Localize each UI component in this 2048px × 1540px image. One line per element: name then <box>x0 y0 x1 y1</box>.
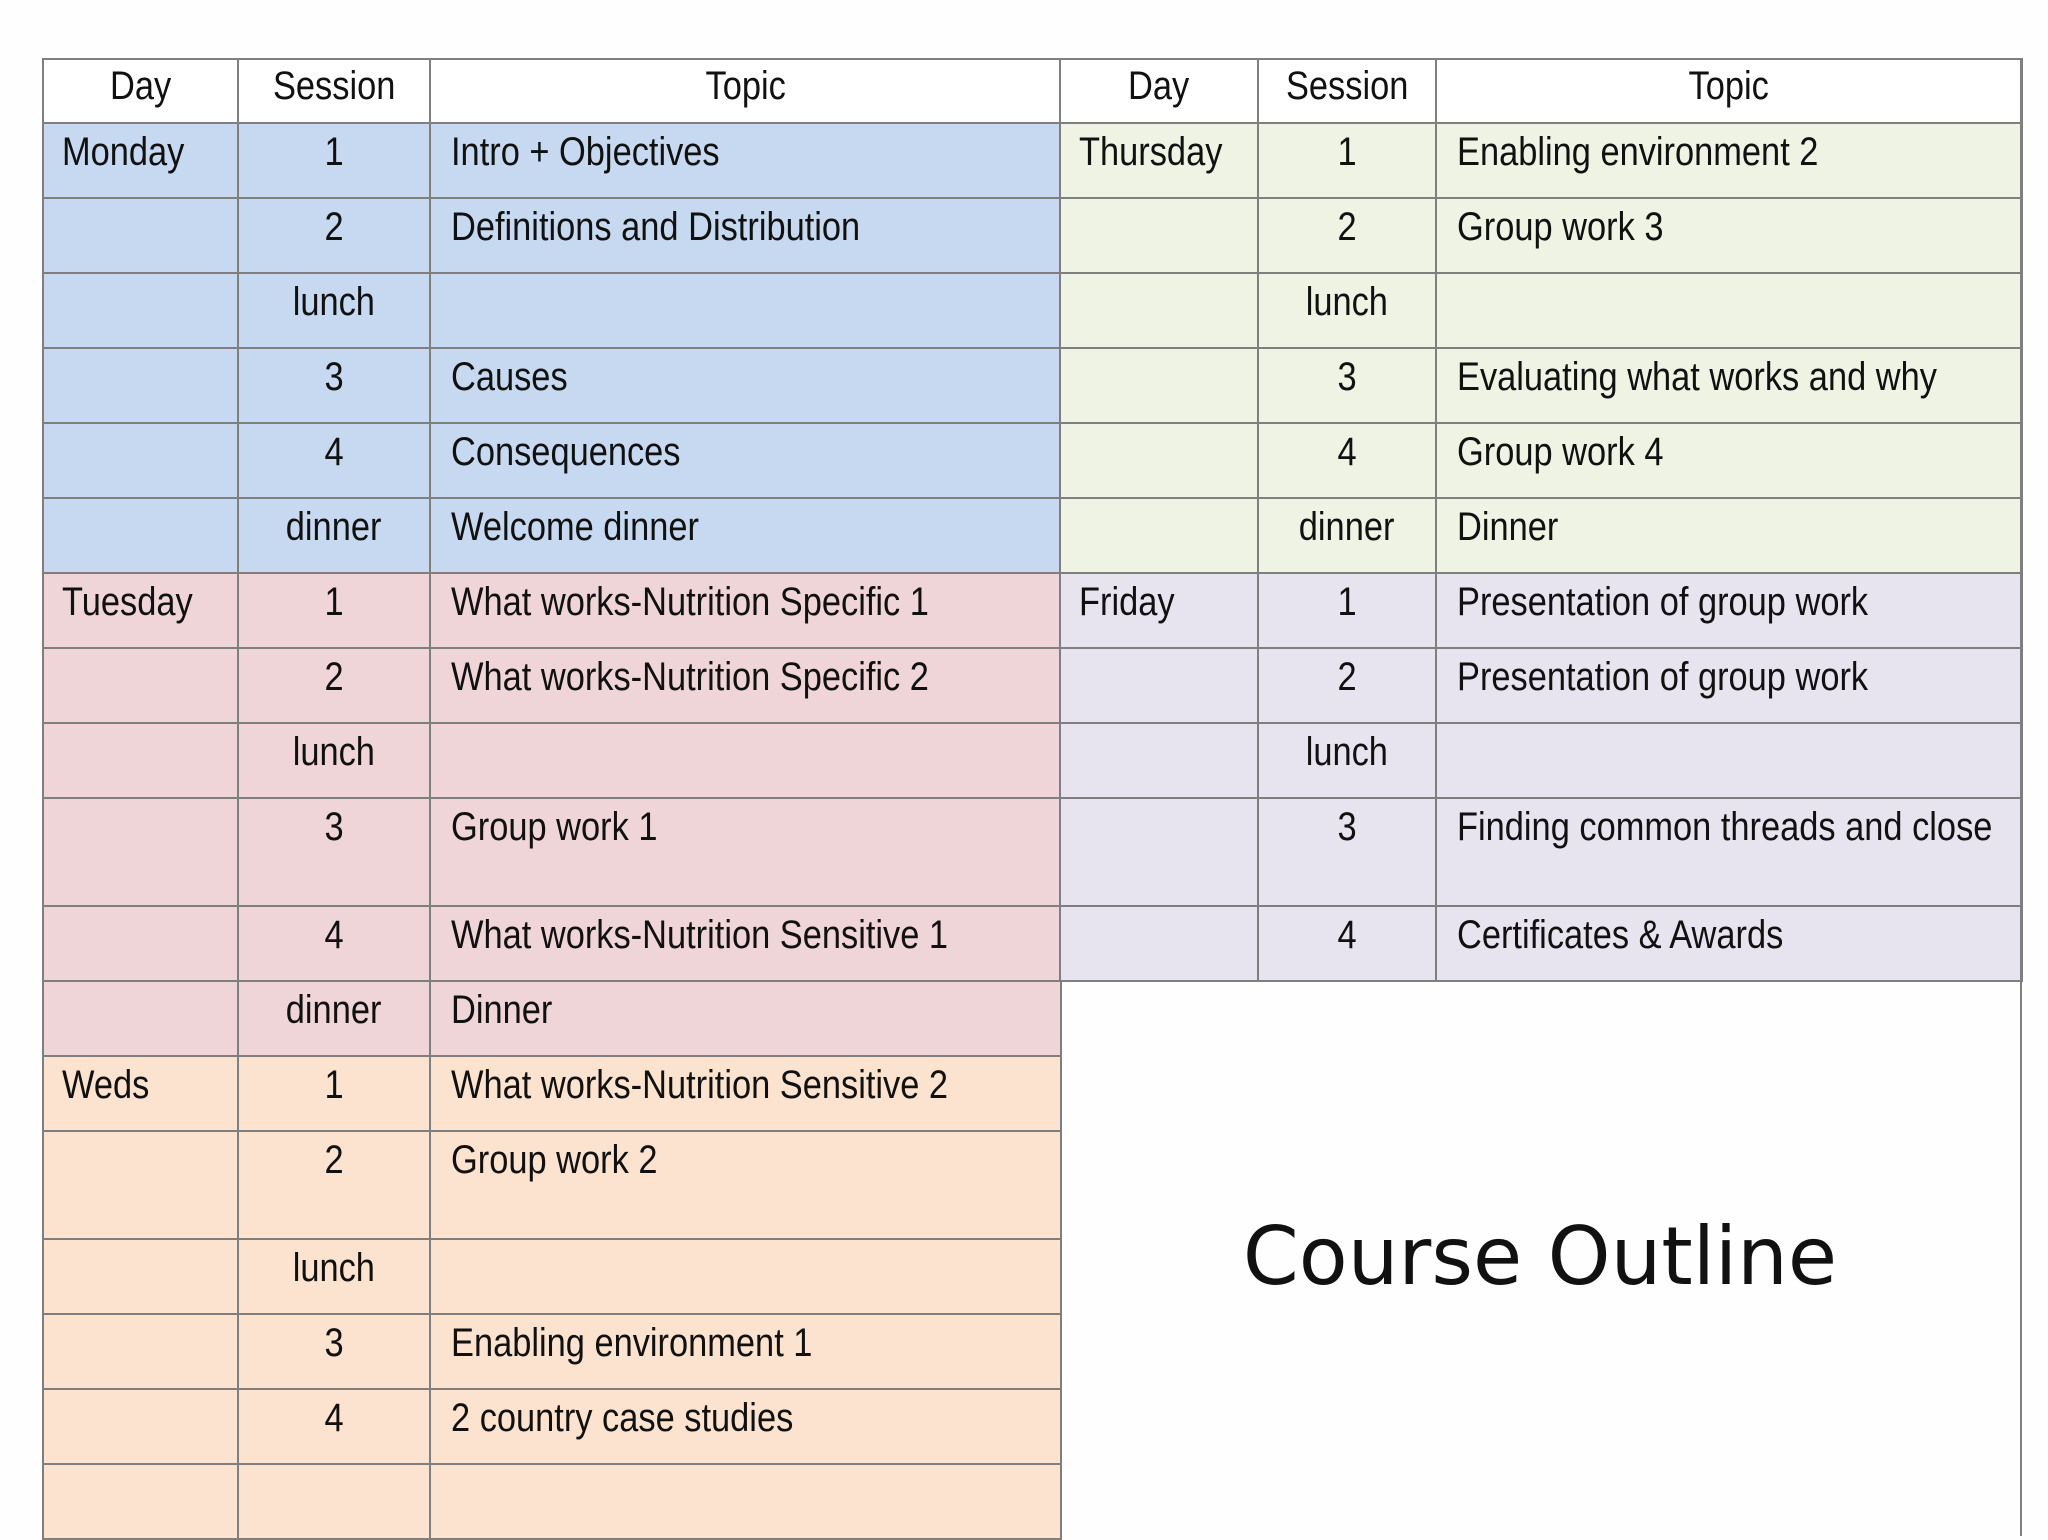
topic-cell: Enabling environment 1 <box>430 1314 1061 1389</box>
header-topic: Topic <box>430 59 1061 123</box>
session-cell: 2 <box>1258 648 1436 723</box>
table-row <box>43 273 1061 348</box>
session-cell: lunch <box>238 1239 430 1314</box>
table-row <box>43 198 1061 273</box>
session-cell: dinner <box>238 498 430 573</box>
topic-cell: Presentation of group work <box>1436 648 2022 723</box>
table-row <box>1060 348 2022 423</box>
session-cell: 2 <box>238 648 430 723</box>
day-cell: Friday <box>1060 573 1258 648</box>
table-row <box>43 498 1061 573</box>
session-cell: 3 <box>238 798 430 906</box>
day-cell: Tuesday <box>43 573 238 648</box>
session-cell: 2 <box>1258 198 1436 273</box>
day-cell <box>43 798 238 906</box>
topic-cell: Evaluating what works and why <box>1436 348 2022 423</box>
day-cell <box>1060 273 1258 348</box>
topic-cell: Definitions and Distribution <box>430 198 1061 273</box>
topic-cell: Enabling environment 2 <box>1436 123 2022 198</box>
table-row <box>1060 798 2022 906</box>
session-cell: lunch <box>238 723 430 798</box>
topic-cell: Group work 3 <box>1436 198 2022 273</box>
day-cell <box>43 423 238 498</box>
topic-cell: What works-Nutrition Sensitive 2 <box>430 1056 1061 1131</box>
day-cell <box>1060 723 1258 798</box>
schedule-table-left <box>42 58 1062 1540</box>
day-cell <box>43 648 238 723</box>
day-cell <box>1060 498 1258 573</box>
day-cell: Monday <box>43 123 238 198</box>
schedule-table-right <box>1059 58 2023 982</box>
topic-cell: Welcome dinner <box>430 498 1061 573</box>
session-cell: 3 <box>238 1314 430 1389</box>
topic-cell: Group work 4 <box>1436 423 2022 498</box>
day-cell <box>43 498 238 573</box>
table-row <box>43 1239 1061 1314</box>
table-row <box>1060 723 2022 798</box>
topic-cell: Group work 1 <box>430 798 1061 906</box>
day-cell <box>43 273 238 348</box>
day-cell <box>1060 348 1258 423</box>
header-session: Session <box>1258 59 1436 123</box>
topic-cell: Group work 2 <box>430 1131 1061 1239</box>
topic-cell: Dinner <box>1436 498 2022 573</box>
session-cell: 1 <box>1258 123 1436 198</box>
table-row <box>43 123 1061 198</box>
table-row <box>1060 423 2022 498</box>
topic-cell: Consequences <box>430 423 1061 498</box>
page-title: Course Outline <box>1242 1210 1838 1303</box>
topic-cell <box>430 723 1061 798</box>
topic-cell: What works-Nutrition Specific 2 <box>430 648 1061 723</box>
topic-cell: 2 country case studies <box>430 1389 1061 1464</box>
topic-cell <box>430 1464 1061 1539</box>
day-cell <box>1060 798 1258 906</box>
session-cell: 4 <box>1258 423 1436 498</box>
session-cell: 1 <box>238 1056 430 1131</box>
table-row <box>1060 123 2022 198</box>
topic-cell: Certificates & Awards <box>1436 906 2022 981</box>
table-row <box>1060 648 2022 723</box>
session-cell: 3 <box>238 348 430 423</box>
table-row <box>43 1314 1061 1389</box>
session-cell: 4 <box>238 423 430 498</box>
session-cell: 4 <box>238 906 430 981</box>
day-cell <box>43 723 238 798</box>
table-row <box>1060 498 2022 573</box>
table-border-right <box>2020 58 2022 1536</box>
table-row <box>43 981 1061 1056</box>
session-cell <box>238 1464 430 1539</box>
session-cell: 4 <box>1258 906 1436 981</box>
day-cell <box>43 1389 238 1464</box>
day-cell <box>1060 423 1258 498</box>
session-cell: 1 <box>238 573 430 648</box>
table-row <box>43 648 1061 723</box>
session-cell: dinner <box>1258 498 1436 573</box>
day-cell <box>43 1314 238 1389</box>
day-cell: Weds <box>43 1056 238 1131</box>
table-row <box>43 348 1061 423</box>
topic-cell: Presentation of group work <box>1436 573 2022 648</box>
table-row <box>1060 573 2022 648</box>
header-day: Day <box>1060 59 1258 123</box>
table-row <box>1060 906 2022 981</box>
table-row <box>43 1056 1061 1131</box>
topic-cell <box>1436 723 2022 798</box>
topic-cell: What works-Nutrition Specific 1 <box>430 573 1061 648</box>
session-cell: 2 <box>238 198 430 273</box>
session-cell: 2 <box>238 1131 430 1239</box>
table-row <box>43 1389 1061 1464</box>
topic-cell: Intro + Objectives <box>430 123 1061 198</box>
table-row <box>1060 198 2022 273</box>
header-topic: Topic <box>1436 59 2022 123</box>
session-cell: 1 <box>238 123 430 198</box>
day-cell <box>1060 906 1258 981</box>
table-row <box>43 1464 1061 1539</box>
session-cell: dinner <box>238 981 430 1056</box>
day-cell <box>43 198 238 273</box>
day-cell <box>1060 648 1258 723</box>
day-cell <box>43 1131 238 1239</box>
topic-cell: Causes <box>430 348 1061 423</box>
table-row <box>43 798 1061 906</box>
day-cell <box>43 981 238 1056</box>
day-cell <box>1060 198 1258 273</box>
topic-cell: Dinner <box>430 981 1061 1056</box>
table-row <box>43 906 1061 981</box>
session-cell: lunch <box>1258 723 1436 798</box>
table-row <box>43 723 1061 798</box>
day-cell: Thursday <box>1060 123 1258 198</box>
day-cell <box>43 1464 238 1539</box>
table-row <box>43 1131 1061 1239</box>
topic-cell <box>1436 273 2022 348</box>
header-day: Day <box>43 59 238 123</box>
topic-cell <box>430 1239 1061 1314</box>
session-cell: 4 <box>238 1389 430 1464</box>
topic-cell <box>430 273 1061 348</box>
session-cell: 3 <box>1258 798 1436 906</box>
session-cell: 3 <box>1258 348 1436 423</box>
day-cell <box>43 906 238 981</box>
table-row <box>43 423 1061 498</box>
session-cell: lunch <box>238 273 430 348</box>
day-cell <box>43 1239 238 1314</box>
header-session: Session <box>238 59 430 123</box>
session-cell: 1 <box>1258 573 1436 648</box>
topic-cell: Finding common threads and close <box>1436 798 2022 906</box>
session-cell: lunch <box>1258 273 1436 348</box>
day-cell <box>43 348 238 423</box>
table-row <box>43 573 1061 648</box>
topic-cell: What works-Nutrition Sensitive 1 <box>430 906 1061 981</box>
table-row <box>1060 273 2022 348</box>
